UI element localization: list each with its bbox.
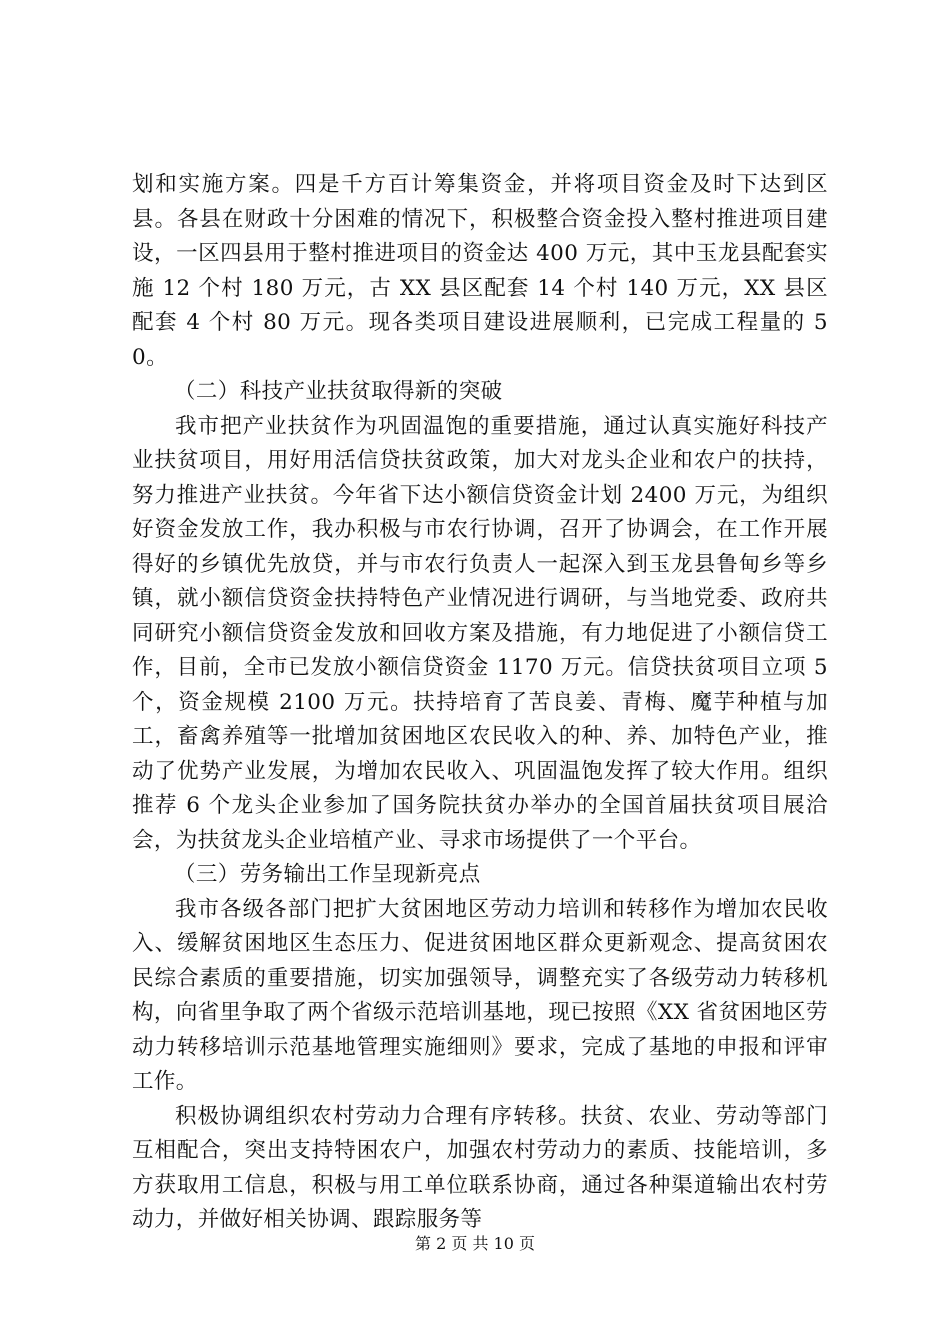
paragraph-project-funding: 划和实施方案。四是千方百计筹集资金，并将项目资金及时下达到区县。各县在财政十分困难的情况下，积极整合资金投入整村推进项目建设，一区四县用于整村推进项目的资金达 400 万元，其中玉龙县配套实施 12 个村 180 万元，古 XX 县区配套 14 个村 140 万元，XX 县区配套 4 个村 80 万元。现各类项目建设进展顺利，已完成工程量的 50。	[132, 172, 828, 370]
section-heading-tech-industry: （二）科技产业扶贫取得新的突破	[174, 379, 503, 404]
paragraph-labor-transfer: 积极协调组织农村劳动力合理有序转移。扶贫、农业、劳动等部门互相配合，突出支持特困农户，加强农村劳动力的素质、技能培训，多方获取用工信息，积极与用工单位联系协商，通过各种渠道输出农村劳动力，并做好相关协调、跟踪服务等	[132, 1103, 828, 1232]
paragraph-labor-training: 我市各级各部门把扩大贫困地区劳动力培训和转移作为增加农民收入、缓解贫困地区生态压力、促进贫困地区群众更新观念、提高贫困农民综合素质的重要措施，切实加强领导，调整充实了各级劳动力转移机构，向省里争取了两个省级示范培训基地，现已按照《XX 省贫困地区劳动力转移培训示范基地管理实施细则》要求，完成了基地的申报和评审工作。	[132, 896, 828, 1094]
section-heading-labor-export: （三）劳务输出工作呈现新亮点	[174, 862, 481, 887]
page-number-footer: 第 2 页 共 10 页	[415, 1234, 535, 1253]
paragraph-industry-poverty-relief: 我市把产业扶贫作为巩固温饱的重要措施，通过认真实施好科技产业扶贫项目，用好用活信贷扶贫政策，加大对龙头企业和农户的扶持，努力推进产业扶贫。今年省下达小额信贷资金计划 2400 万元，为组织好资金发放工作，我办积极与市农行协调，召开了协调会，在工作开展得好的乡镇优先放贷，并与市农行负责人一起深入到玉龙县鲁甸乡等乡镇，就小额信贷资金扶持特色产业情况进行调研，与当地党委、政府共同研究小额信贷资金发放和回收方案及措施，有力地促进了小额信贷工作，目前，全市已发放小额信贷资金 1170 万元。信贷扶贫项目立项 5 个，资金规模 2100 万元。扶持培育了苦良姜、青梅、魔芋种植与加工，畜禽养殖等一批增加贫困地区农民收入的种、养、加特色产业，推动了优势产业发展，为增加农民收入、巩固温饱发挥了较大作用。组织推荐 6 个龙头企业参加了国务院扶贫办举办的全国首届扶贫项目展洽会，为扶贫龙头企业培植产业、寻求市场提供了一个平台。	[132, 413, 828, 853]
document-body	[132, 168, 828, 1238]
